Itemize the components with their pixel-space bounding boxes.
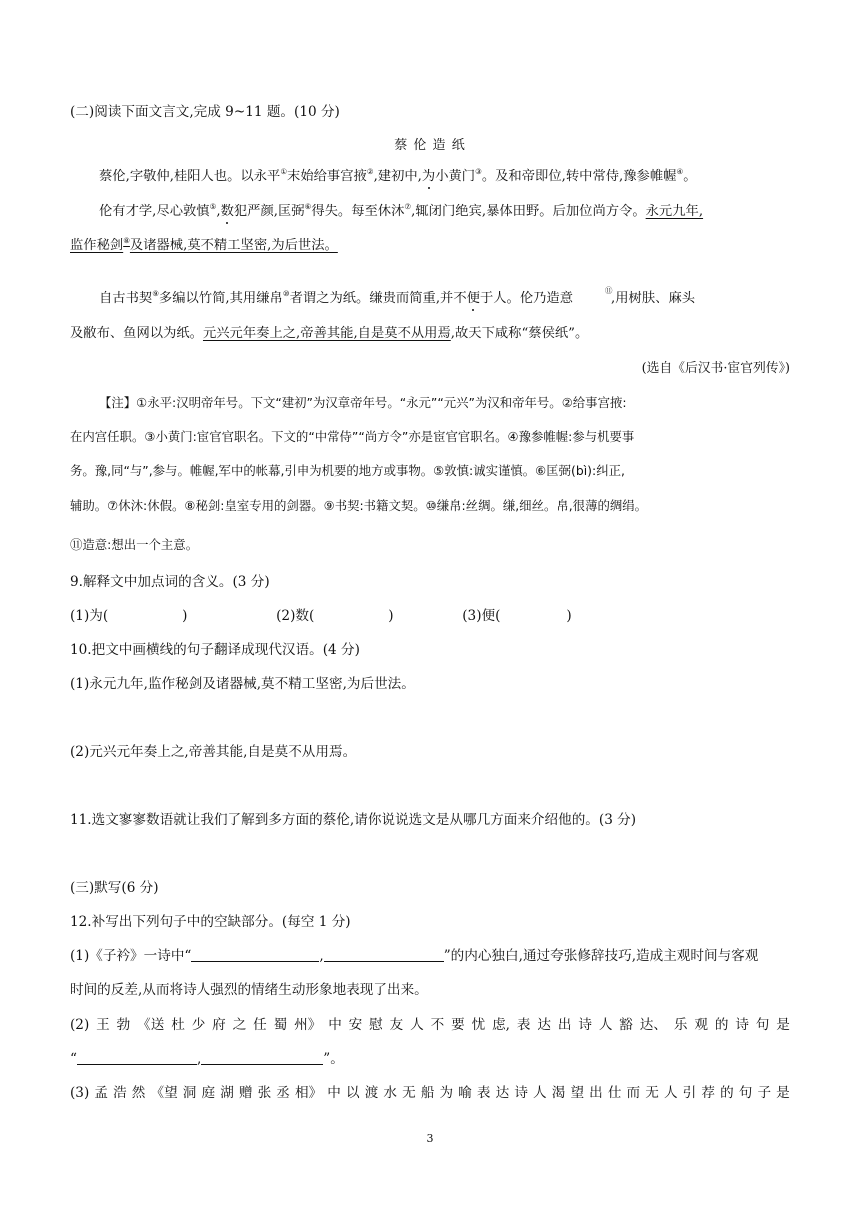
- answer-blank-12-2a[interactable]: [77, 1052, 197, 1065]
- page-number: 3: [426, 1132, 434, 1145]
- question-9: 9.解释文中加点词的含义。(3 分): [70, 574, 270, 590]
- notes-line-1: 【注】①永平:汉明帝年号。下文“建初”为汉章帝年号。“永元”“元兴”为汉和帝年号。②给事宫掖:: [99, 395, 627, 410]
- question-10-2: (2)元兴元年奏上之,帝善其能,自是莫不从用焉。: [70, 744, 357, 760]
- dotted-word-wei: 为: [421, 169, 436, 184]
- question-12-3: (3) 孟 浩 然 《望 洞 庭 湖 赠 张 丞 相》 中 以 渡 水 无 船 为 喻 表 达 诗 人 渴 望 出 仕 而 无 人 引 荐 的 句 子 是: [70, 1085, 790, 1101]
- notes-line-4: 辅助。⑦休沐:休假。⑧秘剑:皇室专用的剑器。⑨书契:书籍文契。⑩缣帛:丝绸。缣,细丝。帛,很薄的绸绢。: [70, 498, 648, 513]
- notes-line-2: 在内宫任职。③小黄门:宦官官职名。下文的“中常侍”“尚方令”亦是宦官官职名。④豫参帷幄:参与机要事: [70, 429, 635, 444]
- question-10: 10.把文中画横线的句子翻译成现代汉语。(4 分): [70, 642, 360, 658]
- underlined-sentence-2: 元兴元年奏上之,帝善其能,自是莫不从用焉: [202, 326, 451, 341]
- question-12: 12.补写出下列句子中的空缺部分。(每空 1 分): [70, 914, 351, 930]
- passage-line-4: 自古书契⑨多编以竹简,其用缣帛⑩者谓之为纸。缣贵而简重,并不便于人。伦乃造意 ⑪ ,用树肤、麻头: [99, 286, 696, 306]
- answer-blank-12-2b[interactable]: [201, 1052, 323, 1065]
- question-11: 11.选文寥寥数语就让我们了解到多方面的蔡伦,请你说说选文是从哪几方面来介绍他的。(3 分): [70, 812, 637, 828]
- section-2-heading: (二)阅读下面文言文,完成 9~11 题。(10 分): [70, 104, 340, 120]
- section-3-heading: (三)默写(6 分): [70, 880, 159, 896]
- question-9-blanks: (1)为( ) (2)数( ) (3)便( ): [70, 608, 572, 624]
- question-12-2-blanks: “ , ”。: [70, 1051, 344, 1067]
- answer-blank-12-1a[interactable]: [191, 949, 319, 962]
- passage-source: (选自《后汉书·宦官列传》): [641, 361, 790, 376]
- notes-line-5: ⑪造意:想出一个主意。: [70, 537, 199, 552]
- question-12-1-cont: 时间的反差,从而将诗人强烈的情绪生动形象地表现了出来。: [70, 982, 428, 998]
- passage-line-5: 及敝布、鱼网以为纸。元兴元年奏上之,帝善其能,自是莫不从用焉,故天下咸称“蔡侯纸”。: [70, 326, 589, 341]
- notes-line-3: 务。豫,同“与”,参与。帷幄,军中的帐幕,引申为机要的地方或事物。⑤敦慎:诚实谨慎。⑥匡弼(bì):纠正,: [70, 463, 625, 478]
- passage-line-2: 伦有才学,尽心敦慎⑤,数犯严颜,匡弼⑥得失。每至休沐⑦,辄闭门绝宾,暴体田野。后加位尚方令。永元九年,: [99, 202, 704, 219]
- question-12-2: (2) 王 勃 《送 杜 少 府 之 任 蜀 州》 中 安 慰 友 人 不 要 忧 虑, 表 达 出 诗 人 豁 达、 乐 观 的 诗 句 是: [70, 1017, 790, 1033]
- answer-blank-12-1b[interactable]: [324, 949, 444, 962]
- passage-line-1: 蔡伦,字敬仲,桂阳人也。以永平①末始给事宫掖②,建初中,为小黄门③。及和帝即位,转中常侍,豫参帷幄④。: [99, 167, 697, 184]
- underlined-sentence-1b: 及诸器械,莫不精工坚密,为后世法。: [129, 238, 338, 253]
- passage-title: 蔡 伦 造 纸: [394, 138, 466, 153]
- question-12-1: (1)《子衿》一诗中“ , ”的内心独白,通过夸张修辞技巧,造成主观时间与客观: [70, 948, 759, 964]
- question-10-1: (1)永元九年,监作秘剑及诸器械,莫不精工坚密,为后世法。: [70, 676, 415, 692]
- underlined-sentence-1a: 永元九年,: [645, 204, 704, 219]
- dotted-word-shu: 数: [220, 204, 234, 219]
- passage-line-3: 监作秘剑⑧及诸器械,莫不精工坚密,为后世法。: [70, 236, 338, 253]
- dotted-word-bian: 便: [466, 291, 480, 306]
